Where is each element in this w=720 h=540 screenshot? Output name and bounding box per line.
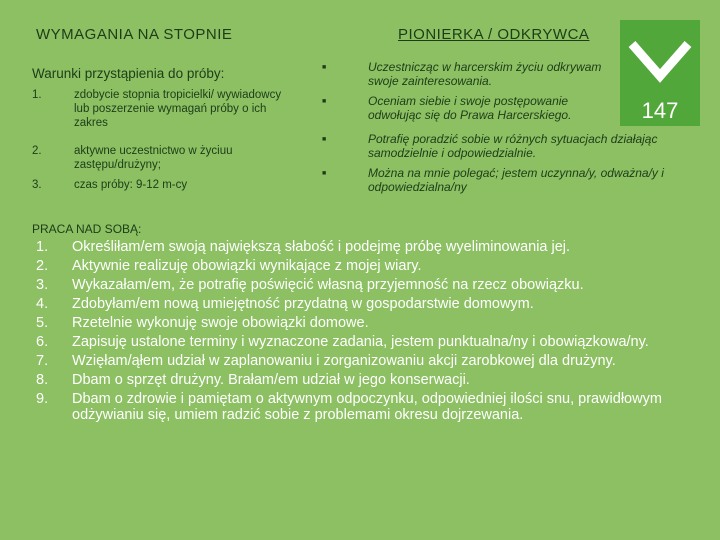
item-number: 7. <box>36 353 49 369</box>
bullet-text: Oceniam siebie i swoje postępowanie odwołując się do Prawa Harcerskiego. <box>368 94 572 122</box>
list-item <box>322 60 622 94</box>
requirement-text: czas próby: 9-12 m-cy <box>74 179 188 191</box>
item-number: 4. <box>36 296 49 312</box>
list-item <box>36 334 706 350</box>
item-text: Wykazałam/em, że potrafię poświęcić własną przyjemność na rzecz obowiązku. <box>72 277 584 293</box>
list-item <box>322 94 622 132</box>
list-item <box>36 258 706 274</box>
item-number: 3. <box>36 277 49 293</box>
item-number: 2. <box>36 258 49 274</box>
work-list <box>36 239 706 423</box>
requirements-list <box>32 88 292 192</box>
item-text: Zdobyłam/em nową umiejętność przydatną w gospodarstwie domowym. <box>72 296 534 312</box>
item-text: Rzetelnie wykonuję swoje obowiązki domowe. <box>72 315 369 331</box>
requirements-title: Warunki przystąpienia do próby: <box>32 66 225 81</box>
badge-number: 147 <box>641 98 679 123</box>
item-text: Wzięłam/ąłem udział w zaplanowaniu i zorganizowaniu akcji zarobkowej dla drużyny. <box>72 353 616 369</box>
heading-rank: PIONIERKA / ODKRYWCA <box>398 26 590 43</box>
work-section-title: PRACA NAD SOBĄ: <box>32 222 142 236</box>
bullet-text: Można na mnie polegać; jestem uczynna/y, odważna/y i odpowiedzialna/ny <box>368 166 664 194</box>
requirement-item <box>32 178 292 192</box>
rank-description-list <box>322 60 682 194</box>
list-item <box>36 391 706 423</box>
list-item <box>36 353 706 369</box>
requirement-number: 3. <box>32 179 42 191</box>
item-text: Aktywnie realizuję obowiązki wynikające z mojej wiary. <box>72 258 422 274</box>
heading-requirements: WYMAGANIA NA STOPNIE <box>36 26 233 43</box>
list-item <box>36 277 706 293</box>
bullet-square-icon: ■ <box>322 64 327 71</box>
requirement-text: aktywne uczestnictwo w życiuu zastępu/drużyny; <box>74 145 233 171</box>
item-number: 1. <box>36 239 49 255</box>
list-item <box>36 315 706 331</box>
item-number: 8. <box>36 372 49 388</box>
list-item <box>322 132 682 166</box>
list-item <box>322 166 682 194</box>
item-text: Dbam o zdrowie i pamiętam o aktywnym odpoczynku, odpowiedniej ilości snu, prawidłowym odżywianiu się, umiem radzić sobie z problemami okresu dojrzewania. <box>72 391 662 423</box>
list-item <box>36 296 706 312</box>
bullet-square-icon: ■ <box>322 170 327 177</box>
bullet-square-icon: ■ <box>322 98 327 105</box>
requirement-number: 2. <box>32 145 42 157</box>
item-text: Zapisuję ustalone terminy i wyznaczone zadania, jestem punktualna/ny i obowiązkowa/ny. <box>72 334 649 350</box>
requirement-number: 1. <box>32 89 42 101</box>
bullet-square-icon: ■ <box>322 136 327 143</box>
item-number: 6. <box>36 334 49 350</box>
requirement-text: zdobycie stopnia tropicielki/ wywiadowcy lub poszerzenie wymagań próby o ich zakres <box>74 89 282 129</box>
requirement-item <box>32 144 292 178</box>
item-number: 5. <box>36 315 49 331</box>
list-item <box>36 372 706 388</box>
bullet-text: Uczestnicząc w harcerskim życiu odkrywam swoje zainteresowania. <box>368 60 602 88</box>
bullet-text: Potrafię poradzić sobie w różnych sytuacjach działając samodzielnie i odpowiedzialnie. <box>368 132 658 160</box>
item-number: 9. <box>36 391 49 407</box>
item-text: Określiłam/em swoją największą słabość i podejmę próbę wyeliminowania jej. <box>72 239 571 255</box>
list-item <box>36 239 706 255</box>
item-text: Dbam o sprzęt drużyny. Brałam/em udział w jego konserwacji. <box>72 372 470 388</box>
requirement-item <box>32 88 292 144</box>
